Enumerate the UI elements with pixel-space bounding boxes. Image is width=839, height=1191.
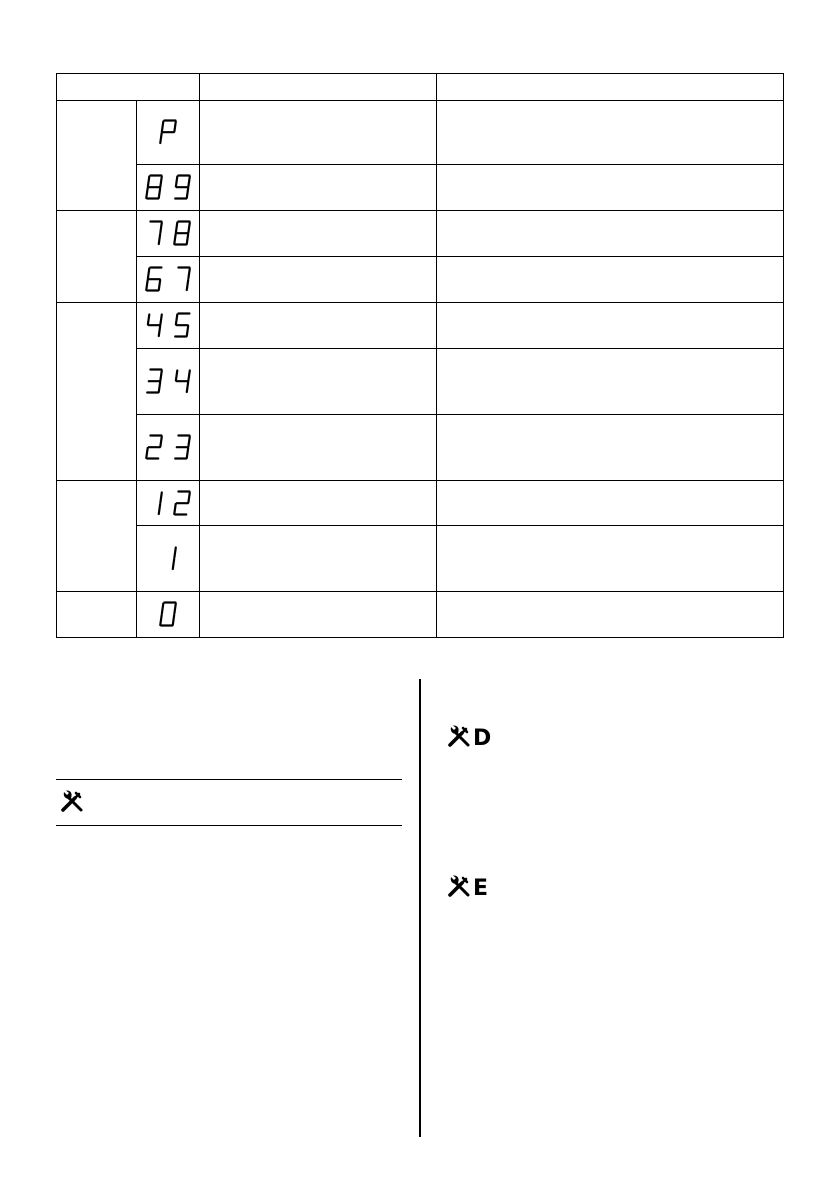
seven-segment-digit	[172, 266, 192, 293]
usage-cell	[200, 481, 437, 526]
display-cell	[137, 101, 200, 165]
table-row	[57, 165, 784, 211]
usage-cell	[200, 415, 437, 481]
power-level-table	[56, 73, 784, 638]
usage-cell	[200, 592, 437, 638]
table-row	[57, 349, 784, 415]
display-cell	[137, 165, 200, 211]
wrench-screwdriver-icon	[447, 724, 471, 753]
wrench-screwdriver-icon	[60, 789, 84, 818]
usage-cell	[200, 349, 437, 415]
usage-cell	[200, 211, 437, 257]
usage-cell	[200, 257, 437, 303]
seven-segment-digit	[144, 368, 164, 395]
usage-cell	[200, 526, 437, 592]
group-cell	[57, 211, 137, 303]
seven-segment-digit	[172, 312, 192, 339]
segment-display	[144, 179, 192, 196]
segment-display	[158, 124, 178, 141]
tool-d-label	[447, 724, 491, 753]
seven-segment-digit	[144, 266, 164, 293]
table-row	[57, 415, 784, 481]
display-cell	[137, 257, 200, 303]
usage-cell	[200, 165, 437, 211]
group-cell	[57, 481, 137, 592]
header-cell-notes	[437, 74, 784, 101]
seven-segment-digit	[172, 434, 192, 461]
table-row	[57, 303, 784, 349]
table-row	[57, 257, 784, 303]
seven-segment-digit	[144, 220, 164, 247]
seven-segment-digit	[158, 545, 178, 572]
table-row	[57, 592, 784, 638]
notes-cell	[437, 592, 784, 638]
seven-segment-digit	[158, 119, 178, 146]
group-cell	[57, 303, 137, 481]
segment-display	[158, 606, 178, 623]
group-cell	[57, 101, 137, 211]
notes-cell	[437, 257, 784, 303]
display-cell	[137, 592, 200, 638]
seven-segment-digit	[172, 368, 192, 395]
notes-cell	[437, 303, 784, 349]
segment-display	[144, 271, 192, 288]
notes-cell	[437, 526, 784, 592]
display-cell	[137, 211, 200, 257]
seven-segment-digit	[144, 434, 164, 461]
display-cell	[137, 349, 200, 415]
table-body	[57, 101, 784, 638]
tool-box-left	[60, 789, 84, 818]
segment-display	[144, 225, 192, 242]
seven-segment-digit	[158, 601, 178, 628]
display-cell	[137, 415, 200, 481]
usage-cell	[200, 101, 437, 165]
segment-display	[144, 373, 192, 390]
wrench-screwdriver-icon	[447, 874, 471, 903]
tool-box-bottom-line	[56, 825, 402, 826]
table-header-row	[57, 74, 784, 101]
display-cell	[137, 481, 200, 526]
header-cell-display	[57, 74, 200, 101]
notes-cell	[437, 481, 784, 526]
seven-segment-digit	[172, 490, 192, 517]
seven-segment-digit	[172, 220, 192, 247]
group-cell	[57, 592, 137, 638]
seven-segment-digit	[144, 312, 164, 339]
seven-segment-digit	[172, 174, 192, 201]
notes-cell	[437, 101, 784, 165]
display-cell	[137, 303, 200, 349]
notes-cell	[437, 211, 784, 257]
display-cell	[137, 526, 200, 592]
notes-cell	[437, 415, 784, 481]
seven-segment-digit	[144, 174, 164, 201]
tool-box-top-line	[56, 779, 402, 780]
table-row	[57, 526, 784, 592]
segment-display	[158, 550, 178, 567]
segment-display	[144, 317, 192, 334]
segment-display	[144, 439, 192, 456]
header-cell-usage	[200, 74, 437, 101]
segment-display	[144, 494, 192, 511]
table-row	[57, 481, 784, 526]
usage-cell	[200, 303, 437, 349]
notes-cell	[437, 165, 784, 211]
seven-segment-digit	[144, 490, 164, 517]
tool-letter-d: D	[473, 725, 492, 751]
tool-e-label	[447, 874, 488, 903]
tool-letter-e: E	[473, 875, 489, 901]
notes-cell	[437, 349, 784, 415]
table-row	[57, 211, 784, 257]
column-divider	[419, 679, 421, 1137]
table-row	[57, 101, 784, 165]
